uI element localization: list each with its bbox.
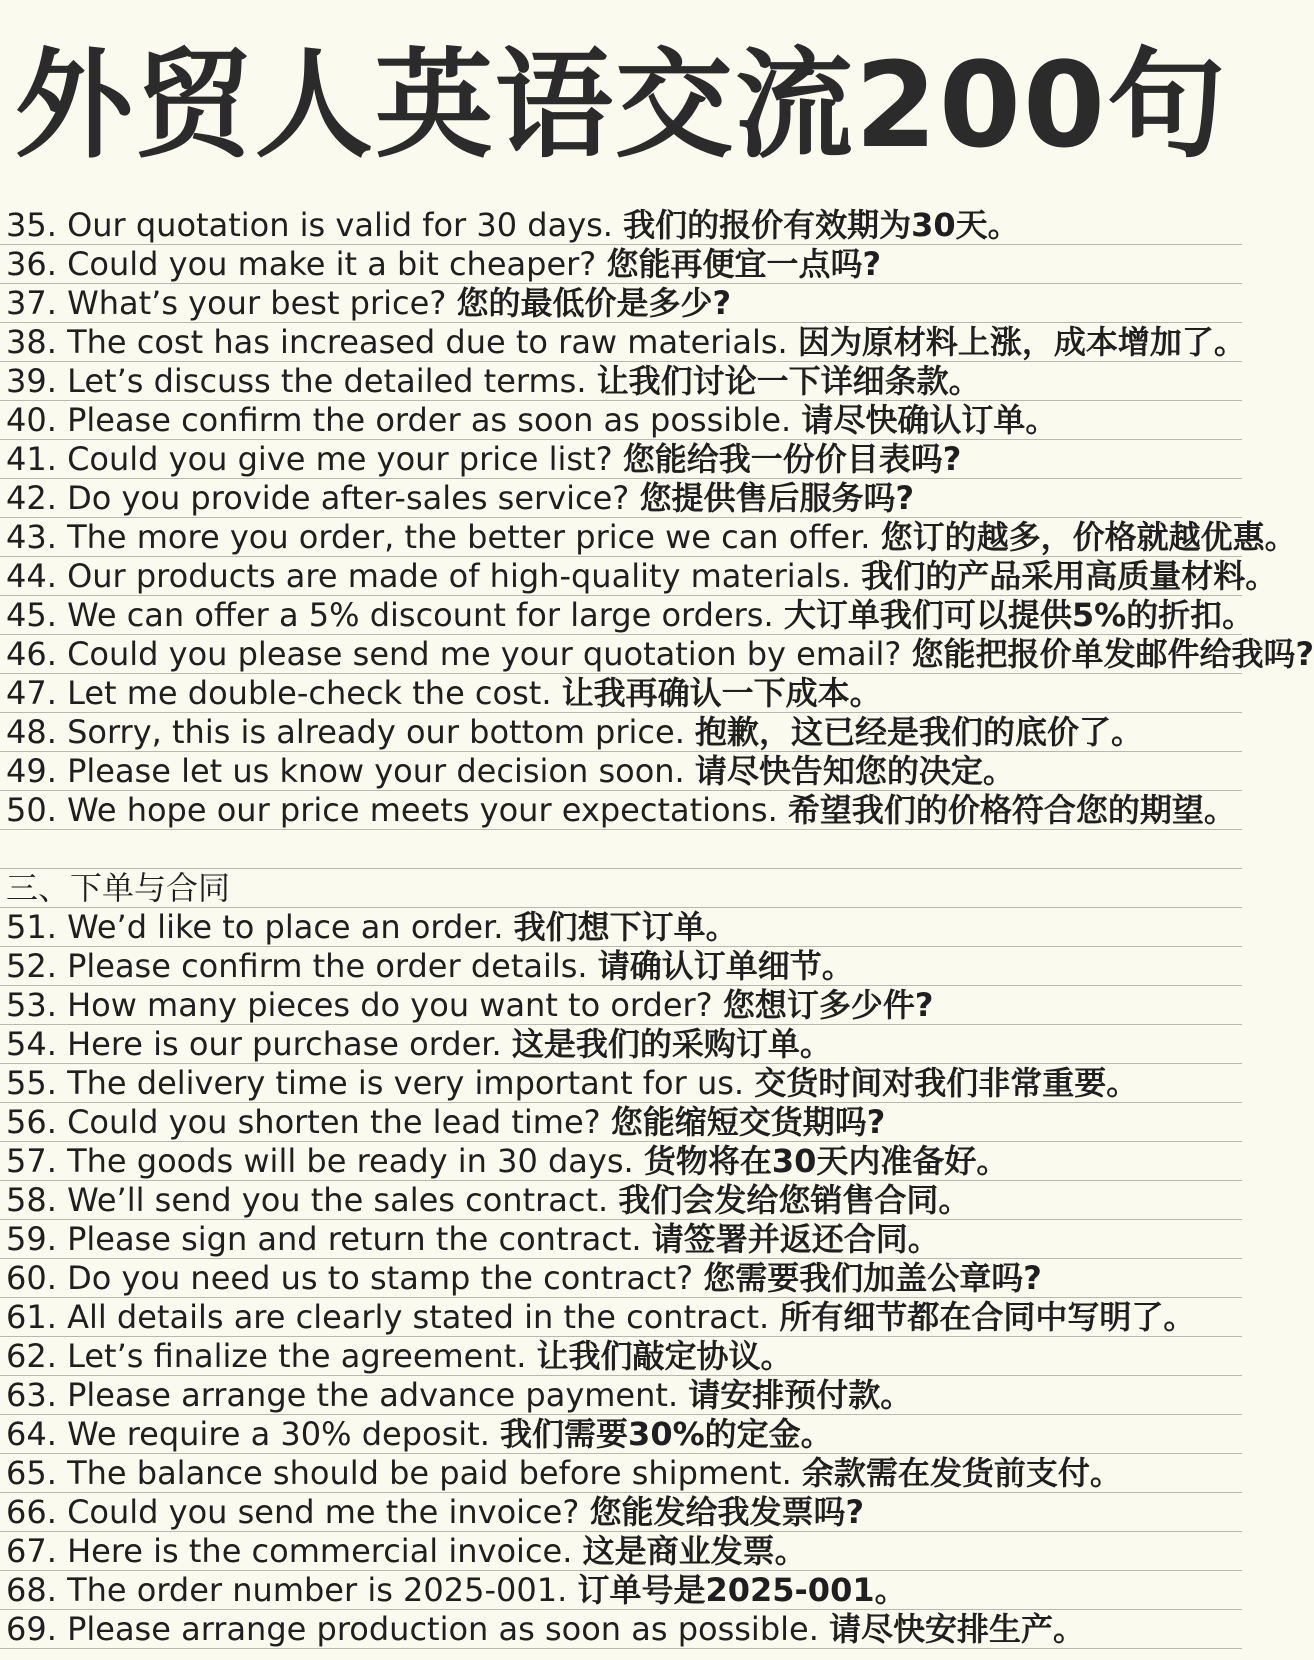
phrase-line <box>0 1220 1242 1259</box>
english-sentence: 68. The order number is 2025-001. <box>6 1571 568 1609</box>
chinese-translation: 因为原材料上涨，成本增加了。 <box>797 323 1246 361</box>
english-sentence: 43. The more you order, the better price we can offer. <box>6 518 871 556</box>
chinese-translation: 您订的越多，价格就越优惠。 <box>880 518 1297 556</box>
phrase-line <box>0 1571 1242 1610</box>
chinese-translation: 您提供售后服务吗? <box>639 479 915 517</box>
chinese-translation: 您能缩短交货期吗? <box>610 1103 886 1141</box>
chinese-translation: 我们想下订单。 <box>513 908 738 946</box>
english-sentence: 61. All details are clearly stated in the contract. <box>6 1298 770 1336</box>
phrase-line <box>0 557 1278 596</box>
chinese-translation: 希望我们的价格符合您的期望。 <box>787 791 1236 829</box>
phrase-line <box>0 1181 1242 1220</box>
chinese-translation: 这是商业发票。 <box>582 1532 807 1570</box>
english-sentence: 38. The cost has increased due to raw materials. <box>6 323 788 361</box>
phrase-line <box>0 1454 1242 1493</box>
english-sentence: 39. Let’s discuss the detailed terms. <box>6 362 587 400</box>
phrase-line <box>0 791 1242 830</box>
english-sentence: 44. Our products are made of high-quality materials. <box>6 557 852 595</box>
chinese-translation: 您能给我一份价目表吗? <box>622 440 962 478</box>
english-sentence: 63. Please arrange the advance payment. <box>6 1376 679 1414</box>
section-heading: 三、下单与合同 <box>0 869 1242 908</box>
chinese-translation: 这是我们的采购订单。 <box>511 1025 832 1063</box>
chinese-translation: 我们的产品采用高质量材料。 <box>861 557 1278 595</box>
phrase-line <box>0 1025 1242 1064</box>
phrase-line <box>0 1532 1242 1571</box>
phrase-line <box>0 1610 1242 1649</box>
ruled-sheet <box>0 206 1314 1649</box>
english-sentence: 62. Let’s finalize the agreement. <box>6 1337 527 1375</box>
english-sentence: 41. Could you give me your price list? <box>6 440 613 478</box>
phrase-line <box>0 284 1242 323</box>
chinese-translation: 请尽快告知您的决定。 <box>694 752 1015 790</box>
english-sentence: 58. We’ll send you the sales contract. <box>6 1181 609 1219</box>
phrase-line <box>0 1259 1242 1298</box>
phrase-line <box>0 1376 1242 1415</box>
english-sentence: 35. Our quotation is valid for 30 days. <box>6 206 613 244</box>
chinese-translation: 大订单我们可以提供5%的折扣。 <box>783 596 1255 634</box>
phrase-line <box>0 752 1242 791</box>
english-sentence: 57. The goods will be ready in 30 days. <box>6 1142 634 1180</box>
english-sentence: 42. Do you provide after-sales service? <box>6 479 630 517</box>
english-sentence: 67. Here is the commercial invoice. <box>6 1532 573 1570</box>
english-sentence: 46. Could you please send me your quotation by email? <box>6 635 902 673</box>
english-sentence: 56. Could you shorten the lead time? <box>6 1103 601 1141</box>
phrase-line <box>0 245 1242 284</box>
english-sentence: 53. How many pieces do you want to order? <box>6 986 713 1024</box>
chinese-translation: 我们需要30%的定金。 <box>500 1415 833 1453</box>
chinese-translation: 我们的报价有效期为30天。 <box>623 206 1020 244</box>
page-title: 外贸人英语交流200句 <box>14 36 1228 174</box>
chinese-translation: 您的最低价是多少? <box>456 284 732 322</box>
phrase-line <box>0 947 1242 986</box>
english-sentence: 40. Please confirm the order as soon as possible. <box>6 401 792 439</box>
phrase-line <box>0 674 1242 713</box>
english-sentence: 52. Please confirm the order details. <box>6 947 588 985</box>
phrase-line <box>0 362 1242 401</box>
english-sentence: 36. Could you make it a bit cheaper? <box>6 245 597 283</box>
english-sentence: 59. Please sign and return the contract. <box>6 1220 642 1258</box>
chinese-translation: 货物将在30天内准备好。 <box>643 1142 1009 1180</box>
english-sentence: 47. Let me double-check the cost. <box>6 674 552 712</box>
phrase-line <box>0 1103 1242 1142</box>
chinese-translation: 交货时间对我们非常重要。 <box>754 1064 1139 1102</box>
english-sentence: 64. We require a 30% deposit. <box>6 1415 490 1453</box>
english-sentence: 54. Here is our purchase order. <box>6 1025 502 1063</box>
phrase-line <box>0 713 1242 752</box>
chinese-translation: 您能把报价单发邮件给我吗? <box>911 635 1314 673</box>
chinese-translation: 抱歉，这已经是我们的底价了。 <box>695 713 1144 751</box>
chinese-translation: 您想订多少件? <box>722 986 934 1024</box>
english-sentence: 49. Please let us know your decision soon. <box>6 752 685 790</box>
english-sentence: 51. We’d like to place an order. <box>6 908 504 946</box>
chinese-translation: 请尽快安排生产。 <box>829 1610 1086 1648</box>
chinese-translation: 让我们讨论一下详细条款。 <box>596 362 981 400</box>
phrase-line <box>0 401 1242 440</box>
chinese-translation: 您能再便宜一点吗? <box>606 245 882 283</box>
chinese-translation: 请签署并返还合同。 <box>651 1220 940 1258</box>
english-sentence: 55. The delivery time is very important for us. <box>6 1064 745 1102</box>
chinese-translation: 请安排预付款。 <box>688 1376 913 1414</box>
blank-ruled-line <box>0 830 1242 869</box>
chinese-translation: 请尽快确认订单。 <box>801 401 1058 439</box>
phrase-line <box>0 206 1242 245</box>
chinese-translation: 我们会发给您销售合同。 <box>618 1181 971 1219</box>
phrase-line <box>0 1298 1242 1337</box>
chinese-translation: 订单号是2025-001。 <box>577 1571 907 1609</box>
phrase-line <box>0 986 1242 1025</box>
phrase-line <box>0 1415 1242 1454</box>
chinese-translation: 余款需在发货前支付。 <box>801 1454 1122 1492</box>
english-sentence: 45. We can offer a 5% discount for large orders. <box>6 596 774 634</box>
phrase-line <box>0 1142 1242 1181</box>
chinese-translation: 让我们敲定协议。 <box>536 1337 793 1375</box>
phrase-list-pricing <box>0 206 1314 830</box>
chinese-translation: 请确认订单细节。 <box>597 947 854 985</box>
english-sentence: 60. Do you need us to stamp the contract? <box>6 1259 694 1297</box>
chinese-translation: 所有细节都在合同中写明了。 <box>779 1298 1196 1336</box>
phrase-line <box>0 596 1255 635</box>
phrase-line <box>0 1064 1242 1103</box>
english-sentence: 48. Sorry, this is already our bottom price. <box>6 713 685 751</box>
english-sentence: 65. The balance should be paid before shipment. <box>6 1454 792 1492</box>
english-sentence: 50. We hope our price meets your expectations. <box>6 791 778 829</box>
english-sentence: 69. Please arrange production as soon as possible. <box>6 1610 819 1648</box>
phrase-line <box>0 1337 1242 1376</box>
english-sentence: 66. Could you send me the invoice? <box>6 1493 580 1531</box>
phrase-line <box>0 635 1314 674</box>
phrase-line <box>0 1493 1242 1532</box>
english-sentence: 37. What’s your best price? <box>6 284 447 322</box>
chinese-translation: 您需要我们加盖公章吗? <box>703 1259 1042 1297</box>
phrase-line <box>0 323 1246 362</box>
phrase-line <box>0 440 1242 479</box>
phrase-list-orders-contracts <box>0 908 1242 1649</box>
phrase-line <box>0 518 1297 557</box>
chinese-translation: 您能发给我发票吗? <box>589 1493 865 1531</box>
phrase-line <box>0 479 1242 518</box>
chinese-translation: 让我再确认一下成本。 <box>561 674 882 712</box>
phrase-line <box>0 908 1242 947</box>
